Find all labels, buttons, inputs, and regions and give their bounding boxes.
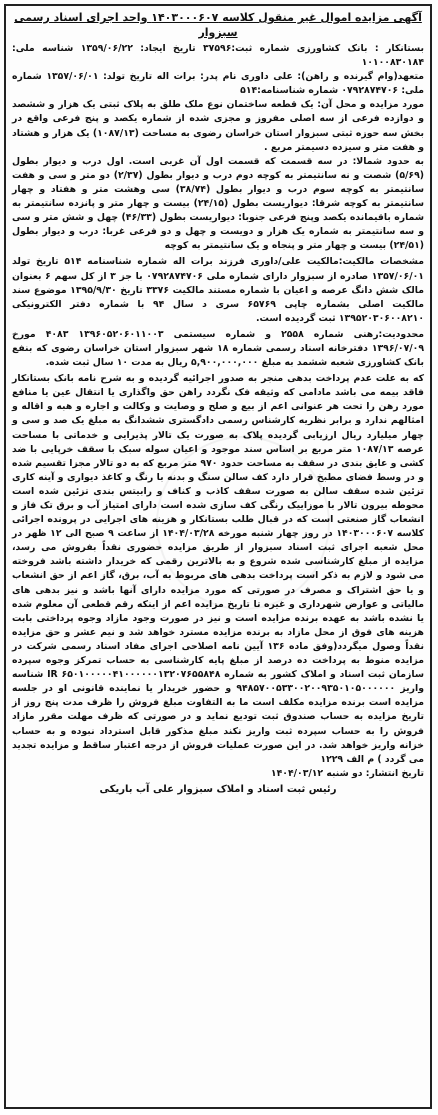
debtor-info: متعهد(وام گیرنده و راهن): علی داوری نام پدر: برات اله تاریخ تولد: ۱۳۵۷/۰۶/۰۱ شماره ملی: ۰۷۹۲۸۷۴۷۰۶ شماره شناسنامه:۵۱۴: [12, 71, 424, 97]
publish-date: تاریخ انتشار: دو شنبه ۱۴۰۴/۰۳/۱۲: [270, 767, 424, 779]
auction-terms: که به علت عدم پرداخت بدهی منجر به صدور اجرائیه گردیده و به شرح نامه بانک بستانکار فاقد بیمه می باشد مادامی که وثیقه فک نگردد راهن حق واگذاری یا انتقال عین یا منافع مورد رهن را تحت هر عنوانی اعم از بیع و صلح و وصایت و وکالت و اجاره و هبه و اقاله و امثالهم ندارد و برابر نظریه کارشناس رسمی دادگستری ششدانگ به مبلغ یک صد و سی و چهار میلیارد ریال ارزیابی گردیده پلاک به صورت یک تالار پذیرایی و خدماتی با مساحت عرصه ۱۰۸۷/۱۳ متر مربع بر اساس سند موجود و اعیان سوله سبک با سقف خرپایی با ضد کشی و عایق بندی در سقف به مساحت حدود ۹۷۰ متر مربع که به دو تالار مجزا تقسیم شده و در وسط فضای مطبخ قرار دارد کف سالن سنگ و بدنه با رنگ و کاغذ دیواری و آینه کاری تزئین شده سقف سالن به صورت سقف کاذب و کناف و رابیتس بندی تزئین شده است محوطه بیرون تالار با موزاییک رنگی کف سازی شده است دارای امتیاز آب و برق تک فاز و انشعاب گاز صنعتی است که در قبال طلب بستانکار و هزینه های اجرایی در پرونده اجرائی کلاسه ۱۴۰۳۰۰۰۶۰۷ در روز چهار شنبه مورخه ۱۴۰۴/۰۳/۲۸ از ساعت ۹ صبح الی ۱۲ ظهر در محل شعبه اجرای ثبت اسناد سبزوار از طریق مزایده حضوری نقداً بفروش می رسد، مزایده از مبلغ کارشناسی شده شروع و به بالاترین رقمی که خریدار داشته باشد فروخته می شود و لازم به ذکر است پرداخت بدهی های مربوط به آب، برق، گاز اعم از حق انشعاب و یا حق اشتراک و مصرف در صورتی که مورد مزایده دارای آنها باشد و نیز بدهی های مالیاتی و عوارض شهرداری و غیره تا تاریخ مزایده اعم از اینکه رقم قطعی آن معلوم شده یا نشده باشد به عهده برنده مزایده است و نیز در صورت وجود مازاد وجوه پرداختی بابت هزینه های فوق از محل مازاد به برنده مزایده مسترد خواهد شد و نیم عشر و حق مزایده نقداً وصول میگردد(وفق ماده ۱۳۶ آیین نامه اصلاحی اجرای مفاد اسناد رسمی شرکت در مزایده منوط به پرداخت ده درصد از مبلغ پایه کارشناسی به حساب تمرکز وجوه سپرده سازمان ثبت اسناد و املاک کشور به شماره IR ۶۵۰۱۰۰۰۰۰۴۱۰۰۰۰۰۰۱۳۲۰۷۶۵۵۸۴۸ شناسه واریز ۹۴۸۵۷۰۰۵۳۳۰۰۲۰۰۹۳۵۰۱۰۵۰۰۰۰۰۰ و حضور خریدار یا نماینده قانونی او در جلسه مزایده است برنده مزایده مکلف است ما به التفاوت مبلغ فروش را ظرف مدت پنج روز از تاریخ مزایده به حساب صندوق ثبت تودیع نماید و در صورتی که ظرف مهلت مقرر مازاد فروش را به حساب سپرده ثبت واریز نکند مبلغ مذکور قابل استرداد نبوده و به حساب خزانه واریز خواهد شد. در این صورت عملیات فروش از درجه اعتبار ساقط و مزایده تجدید می گردد ) م الف ۱۲۲۹: [12, 373, 425, 765]
notice-title: آگهی مزایده اموال غیر منقول کلاسه ۱۴۰۳۰۰۰۶۰۷ واحد اجرای اسناد رسمی سبزوار: [14, 11, 422, 39]
signature: رئیس ثبت اسناد و املاک سبزوار علی آب باریکی: [99, 783, 337, 795]
property-description: مورد مزایده و محل آن: یک قطعه ساختمان نوع ملک طلق به پلاک ثبتی یک هزار و ششصد و دوازده فرعی از سه اصلی مفروز و مجزی شده از شماره یکصد و پنج فرعی واقع در بخش سه حوزه ثبتی سبزوار استان خراسان رضوی به مساحت (۱۰۸۷/۱۳) یک هزار و هشتاد و هفت متر و سیزده دسیمتر مربع .: [12, 99, 424, 153]
creditor-info: بستانکار : بانک کشاورزی شماره ثبت:۳۷۵۹۶ تاریخ ایجاد: ۱۳۵۹/۰۶/۲۲ شناسه ملی: ۱۰۱۰۰۸۳۰۱۸۴: [12, 43, 425, 69]
restrictions: محدودیت:رهنی شماره ۲۵۵۸ و شماره سیستمی ۱۳۹۶۰۵۲۰۶۰۱۱۰۰۳ ۴۰۸۳ مورخ ۱۳۹۶/۰۷/۰۹ دفترخانه اسناد رسمی شماره ۱۸ شهر سبزوار استان خراسان رضوی که بنفع بانک کشاورزی شعبه ششمد به مبلغ ۵,۹۰۰,۰۰۰,۰۰۰ ریال به مدت ۱۰ سال ثبت شده.: [12, 328, 425, 369]
auction-notice: [4, 4, 432, 1109]
property-boundaries: به حدود شمالا: در سه قسمت که قسمت اول آن غربی است. اول درب و دیوار بطول (۵/۶۹) شصت و نه سانتیمتر به کوچه دوم درب و دیوار بطول (۲/۳۷) دو متر و سی و هفت سانتیمتر به کوچه سوم درب و دیوار بطول (۳۸/۷۴) سی وهشت متر و هفتاد و چهار سانتیمتر به کوچه شرقا: دیواریست بطول (۲۴/۱۵) بیست و چهار متر و پانزده سانتیمتر به شماره باقیمانده یکصد وپنج فرعی جنوبا: دیواریست بطول (۴۶/۳۳) چهل و شش متر و سی و سه سانتیمتر به شماره یک هزار و دویست و چهل و دو فرعی غربا: درب و دیوار بطول (۲۴/۵۱) بیست و چهار متر و پنجاه و یک سانتیمتر به کوچه: [12, 155, 424, 252]
ownership-details: مشخصات مالکیت:مالکیت علی/داوری فرزند برات اله شماره شناسنامه ۵۱۴ تاریخ تولد ۱۳۵۷/۰۶/۰۱ صادره از سبزوار دارای شماره ملی ۰۷۹۲۸۷۴۷۰۶ با جز ۳ از کل سهم ۶ بعنوان مالک شش دانگ عرصه و اعیان با شماره مستند مالکیت ۳۳۷۶ تاریخ ۱۳۹۵/۹/۳۰ موضوع سند مالکیت اصلی بشماره چاپی ۶۵۷۶۹ سری د سال ۹۴ با شماره دفتر الکترونیکی ۱۳۹۵۲۰۳۰۶۰۰۸۲۱۰ ثبت گردیده است.: [12, 256, 425, 324]
